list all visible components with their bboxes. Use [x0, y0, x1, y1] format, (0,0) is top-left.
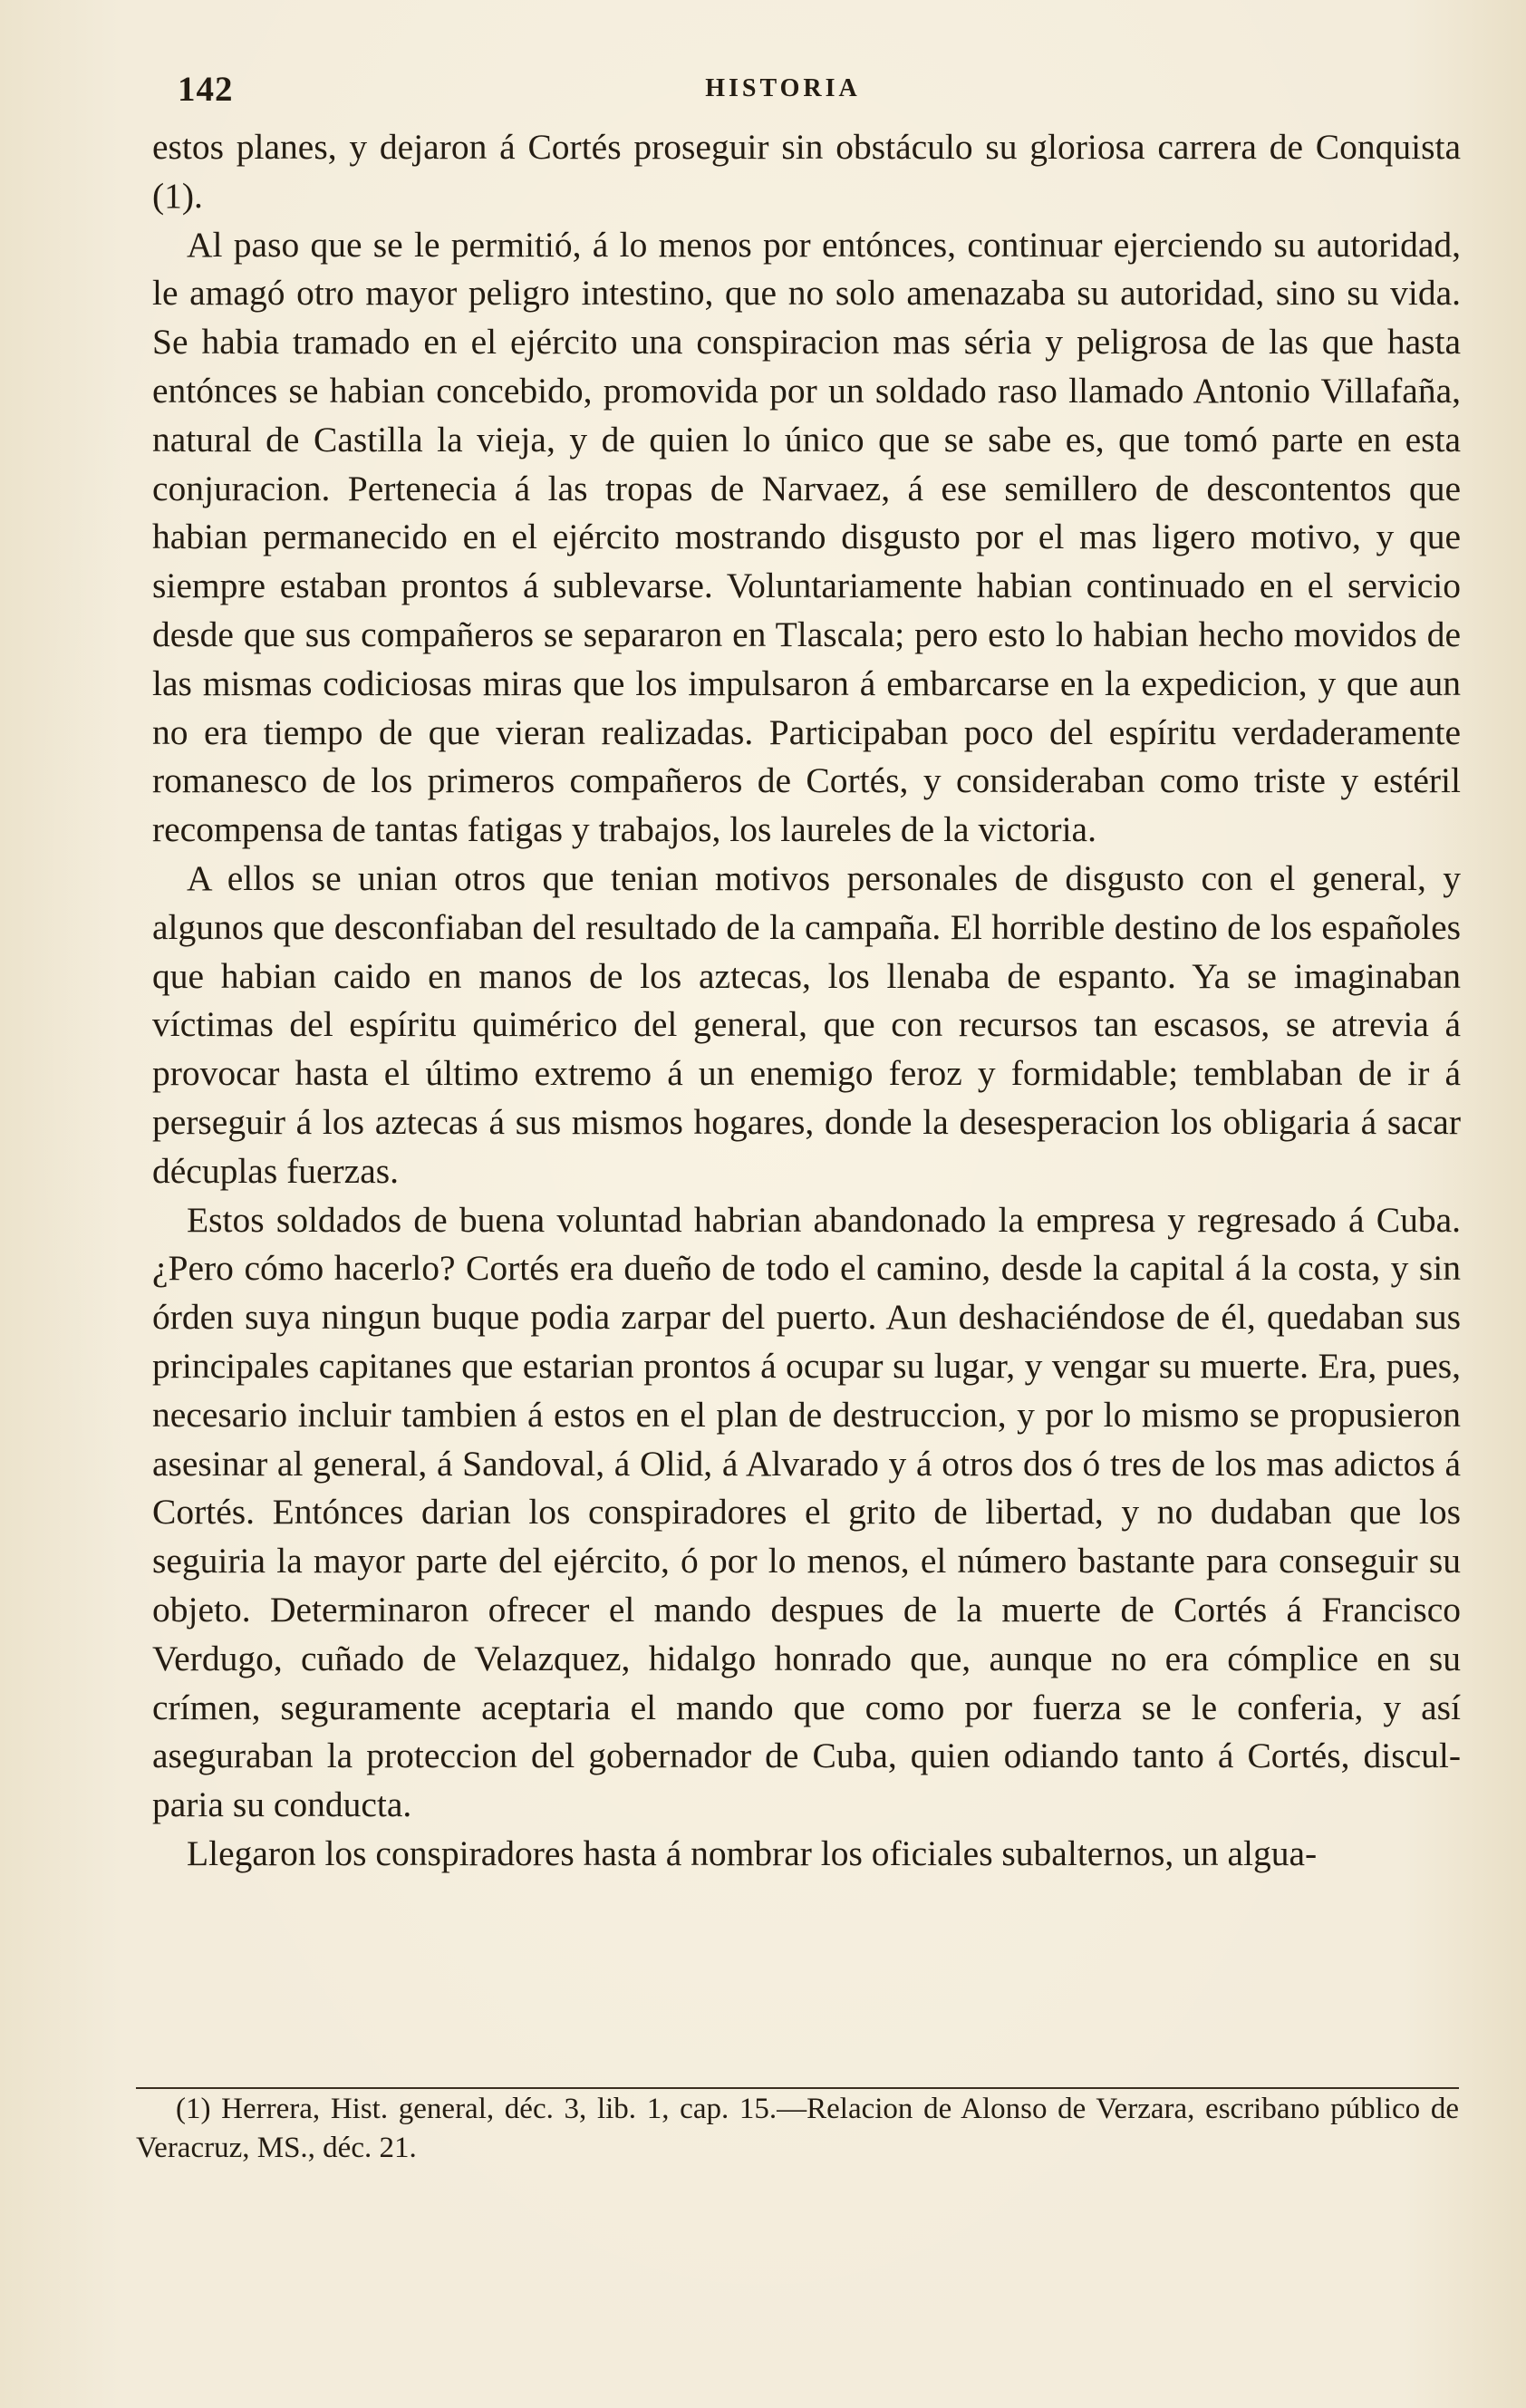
- footnote: (1) Herrera, Hist. general, déc. 3, lib. 1, cap. 15.—Relacion de Alonso de Verzara, escribano público de Veracruz, MS., déc. 21.: [136, 2093, 1459, 2164]
- paragraph-plan: Estos soldados de buena voluntad habrian abandonado la empresa y regresado á Cuba. ¿Pero cómo hacerlo? Cortés era dueño de todo el camino, desde la capital á la costa, y sin órden suya ningun buque podia zarpar del puerto. Aun deshaciéndose de él, quedaban sus principales capitanes que estarian prontos á ocupar su lugar, y vengar su muerte. Era, pues, necesario incluir tambien á estos en el plan de destruccion, y por lo mismo se propusieron asesinar al general, á Sandoval, á Olid, á Alvarado y á otros dos ó tres de los mas adictos á Cortés. Entónces darian los conspiradores el grito de libertad, y no dudaban que los seguiria la mayor parte del ejército, ó por lo menos, el número bastante para conseguir su objeto. Determinaron ofrecer el mando despues de la muerte de Cortés á Francisco Verdugo, cuñado de Velazquez, hidalgo honrado que, aunque no era cómplice en su crímen, seguramente aceptaria el mando que como por fuerza se le conferia, y así aseguraban la proteccion del gobernador de Cuba, quien odiando tanto á Cortés, disculparia su conducta.: [152, 1199, 1461, 1825]
- paragraph-discontent: A ellos se unian otros que tenian motivos personales de disgusto con el general, y algunos que desconfiaban del resultado de la campaña. El horrible destino de los españoles que habian caido en manos de los aztecas, los llenaba de espanto. Ya se imaginaban víctimas del espíritu quimérico del general, que con recursos tan escasos, se atrevia á provocar hasta el último extremo á un enemigo feroz y formidable; temblaban de ir á perseguir á los aztecas á sus mismos hogares, donde la desesperacion los obligaria á sacar décuplas fuerzas.: [152, 857, 1461, 1191]
- paragraph-continuation: estos planes, y dejaron á Cortés proseguir sin obstáculo su gloriosa carrera de Conquista (1).: [152, 127, 1461, 216]
- paragraph-conspiracy: Al paso que se le permitió, á lo menos por entónces, continuar ejerciendo su autoridad, le amagó otro mayor peligro intestino, que no solo amenazaba su autoridad, sino su vida. Se habia tramado en el ejército una conspiracion mas séria y peligrosa de las que hasta entónces se habian concebido, promovida por un soldado raso llamado Antonio Villafaña, natural de Castilla la vieja, y de quien lo único que se sabe es, que tomó parte en esta conjuracion. Pertenecia á las tropas de Narvaez, á ese semillero de descontentos que habian permanecido en el ejército mostrando disgusto por el mas ligero motivo, y que siempre estaban prontos á sublevarse. Voluntariamente habian continuado en el servicio desde que sus compañeros se separaron en Tlascala; pero esto lo habian hecho movidos de las mismas codiciosas miras que los impulsaron á embarcarse en la expedicion, y que aun no era tiempo de que vieran realizadas. Participaban poco del espíritu verdaderamente romanesco de los primeros compañeros de Cortés, y consideraban como triste y estéril recompensa de tantas fatigas y trabajos, los laureles de la victoria.: [152, 224, 1461, 850]
- running-title: HISTORIA: [705, 74, 861, 102]
- body-text: [152, 123, 1461, 1879]
- paragraph-officers: Llegaron los conspiradores hasta á nombrar los oficiales subalternos, un algua-: [187, 1833, 1318, 1873]
- footnote-rule: [136, 2087, 1459, 2089]
- page-number: 142: [178, 70, 234, 109]
- running-head: [178, 69, 1461, 123]
